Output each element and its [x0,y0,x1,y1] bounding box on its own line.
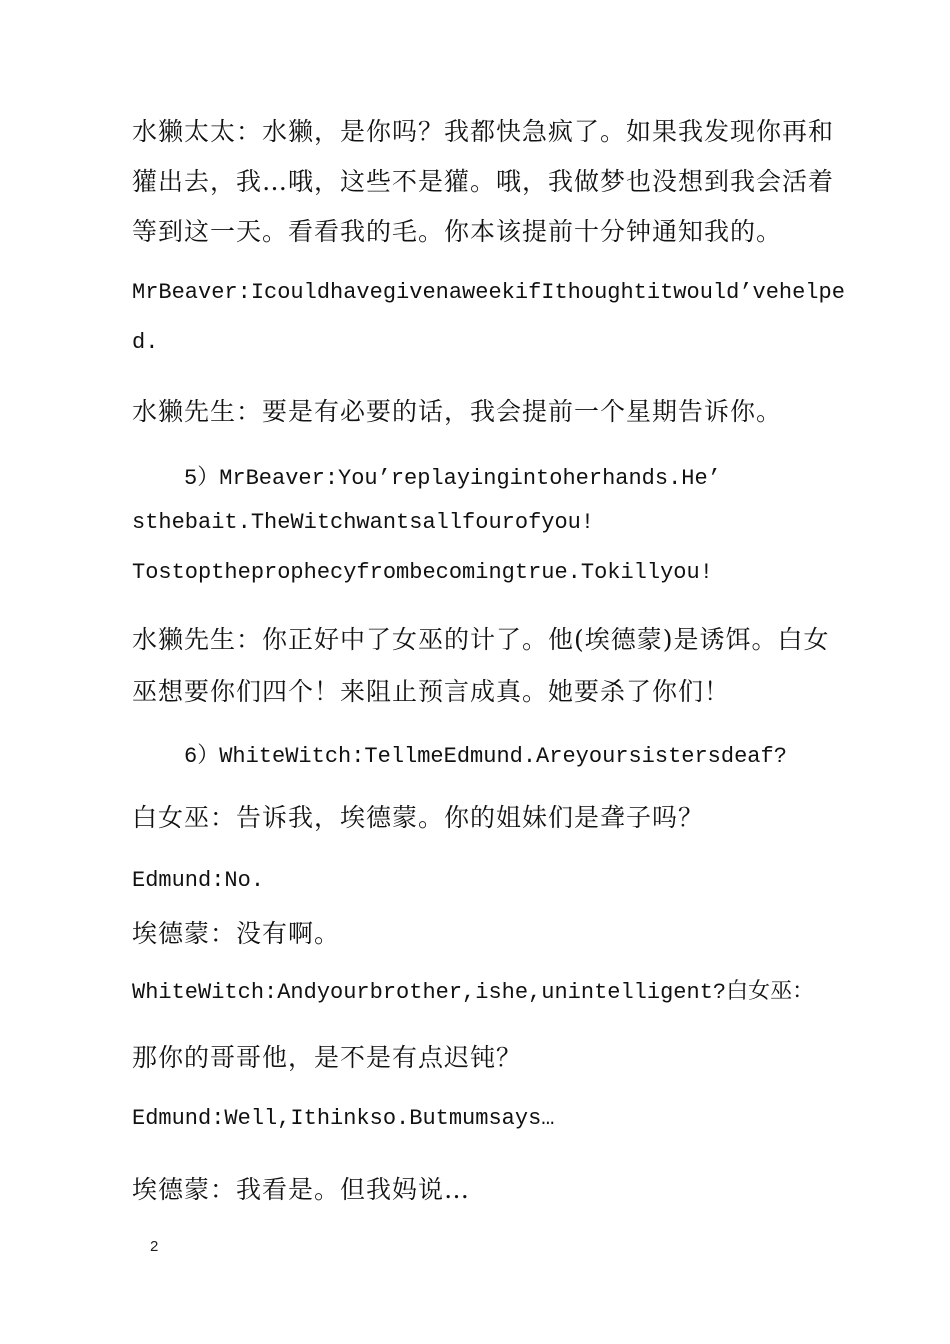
text-line: 水獭先生：要是有必要的话，我会提前一个星期告诉你。 [132,397,783,426]
text-line: 埃德蒙：我看是。但我妈说… [132,1175,471,1204]
text-line: Tostoptheprophecyfrombecomingtrue.Tokillyou! [132,560,713,585]
text-line: 水獭太太：水獭，是你吗？我都快急疯了。如果我发现你再和 [132,117,835,146]
text-line: d. [132,330,159,355]
text-line: MrBeaver:IcouldhavegivenaweekifIthoughtitwould’vehelpe [132,280,845,305]
text-line: 白女巫：告诉我，埃德蒙。你的姐妹们是聋子吗？ [132,803,705,832]
text-line: 5）MrBeaver:You’replayingintoherhands.He’ [184,466,721,491]
text-line: 那你的哥哥他，是不是有点迟钝？ [132,1043,523,1072]
text-line: Edmund:No. [132,868,265,893]
text-line: 6）WhiteWitch:TellmeEdmund.Areyoursistersdeaf? [184,744,787,769]
text-line: 水獭先生：你正好中了女巫的计了。他(埃德蒙)是诱饵。白女 [132,625,830,654]
text-line: 獾出去，我…哦，这些不是獾。哦，我做梦也没想到我会活着 [132,167,835,196]
text-line: 等到这一天。看看我的毛。你本该提前十分钟通知我的。 [132,217,783,246]
text-line: 埃德蒙：没有啊。 [132,919,341,948]
text-line: 巫想要你们四个！来阻止预言成真。她要杀了你们！ [132,677,731,706]
text-line: WhiteWitch:Andyourbrother,ishe,unintelligent?白女巫： [132,980,815,1005]
page-number: 2 [150,1238,159,1255]
text-line: Edmund:Well,Ithinkso.Butmumsays… [132,1106,555,1131]
text-line: sthebait.TheWitchwantsallfourofyou! [132,510,595,535]
